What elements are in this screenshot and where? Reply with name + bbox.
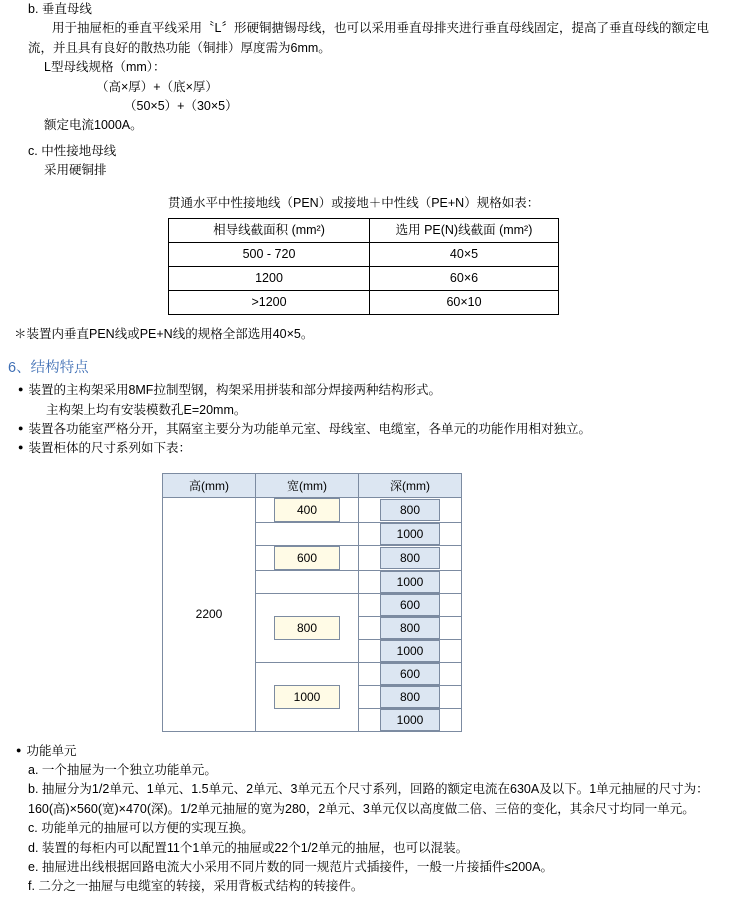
dim-width-cell-4	[256, 662, 359, 731]
functional-unit-e: e. 抽屉进出线根据回路电流大小采用不同片数的同一规范片式插接件，一般一片接插件≤200A。	[28, 859, 553, 874]
bus-spec-title: L型母线规格（mm）：	[44, 60, 166, 75]
functional-unit-bullet: ● 功能单元	[28, 742, 730, 761]
functional-unit-c: c. 功能单元的抽屉可以方便的实现互换。	[28, 821, 254, 836]
section-b-paragraph: 用于抽屉柜的垂直平线采用〝L〞形硬铜搪锡母线，也可以采用垂直母排夹进行垂直母线固定，提高了垂直母线的额定电流，并且具有良好的散热功能（铜排）厚度需为6mm。	[28, 21, 709, 55]
dim-depth-cell-4b	[359, 685, 462, 708]
bus-spec-line-2: （50×5）+（30×5）	[124, 98, 238, 113]
pen-header-pen: 选用 PE(N)线截面 (mm²)	[370, 218, 559, 242]
table-row	[163, 497, 462, 522]
pen-cell-phase-1: 500 - 720	[169, 242, 370, 266]
dim-depth-cell-2a	[359, 545, 462, 570]
functional-unit-d: d. 装置的每柜内可以配置11个1单元的抽屉或22个1/2单元的抽屉，也可以混装。	[28, 840, 469, 855]
dim-depth-cell-3a	[359, 593, 462, 616]
pen-note: ＊装置内垂直PEN线或PE+N线的规格全部选用40×5。	[14, 326, 314, 341]
dim-width-spacer-2	[256, 570, 359, 593]
dim-header-height: 高(mm)	[163, 473, 256, 497]
dim-width-value-2: 600	[274, 546, 340, 570]
dim-depth-value-1a: 800	[380, 499, 440, 521]
functional-unit-f: f. 二分之一抽屉与电缆室的转接，采用背板式结构的转接件。	[28, 879, 364, 894]
dim-height-value: 2200	[163, 497, 256, 731]
dim-depth-cell-4a	[359, 662, 462, 685]
pen-cell-pen-3: 60×10	[370, 290, 559, 314]
pen-cell-pen-2: 60×6	[370, 266, 559, 290]
dim-depth-value-4b: 800	[380, 686, 440, 708]
pen-table-caption: 贯通水平中性接地线（PEN）或接地＋中性线（PE+N）规格如表：	[168, 196, 540, 211]
dim-depth-value-3b: 800	[380, 617, 440, 639]
functional-unit-section	[0, 742, 730, 897]
section-6-bullet-2: ● 装置各功能室严格分开，其隔室主要分为功能单元室、母线室、电缆室，各单元的功能作用相对独立。	[30, 420, 730, 439]
table-header-row	[169, 218, 559, 242]
dimension-table	[162, 473, 462, 732]
section-c-paragraph: 采用硬铜排	[44, 163, 107, 177]
table-row	[169, 290, 559, 314]
dim-width-spacer-1	[256, 522, 359, 545]
dim-width-value-3: 800	[274, 616, 340, 640]
dim-header-depth: 深(mm)	[359, 473, 462, 497]
table-row	[169, 266, 559, 290]
pen-cell-pen-1: 40×5	[370, 242, 559, 266]
section-b-label: b. 垂直母线	[28, 2, 92, 16]
dim-width-cell-3	[256, 593, 359, 662]
pen-spec-table	[168, 218, 559, 315]
dim-depth-value-3c: 1000	[380, 640, 440, 662]
dim-depth-cell-1b	[359, 522, 462, 545]
dim-depth-cell-4c	[359, 708, 462, 731]
dim-depth-value-4a: 600	[380, 663, 440, 685]
pen-header-phase: 相导线截面积 (mm²)	[169, 218, 370, 242]
section-c-label: c. 中性接地母线	[28, 143, 117, 158]
pen-cell-phase-3: >1200	[169, 290, 370, 314]
section-6-title: 6、结构特点	[8, 360, 89, 377]
pen-cell-phase-2: 1200	[169, 266, 370, 290]
dim-depth-value-2b: 1000	[380, 571, 440, 593]
dim-depth-cell-3c	[359, 639, 462, 662]
dim-depth-cell-3b	[359, 616, 462, 639]
dim-depth-value-2a: 800	[380, 547, 440, 569]
functional-unit-b: b. 抽屉分为1/2单元、1单元、1.5单元、2单元、3单元五个尺寸系列，回路的额定电流在630A及以下。1单元抽屉的尺寸为：160(高)×560(宽)×470(深)。1/2单元抽屉的宽为280，2单元、3单元仅以高度做二倍、三倍的变化，其余尺寸均同一单元。	[28, 782, 709, 816]
dim-depth-value-3a: 600	[380, 594, 440, 616]
table-header-row	[163, 473, 462, 497]
dim-depth-value-1b: 1000	[380, 523, 440, 545]
section-6-bullet-1: ● 装置的主构架采用8MF拉制型钢，构架采用拼装和部分焊接两种结构形式。	[30, 381, 730, 400]
dim-width-value-4: 1000	[274, 685, 340, 709]
dim-depth-value-4c: 1000	[380, 709, 440, 731]
functional-unit-a: a. 一个抽屉为一个独立功能单元。	[28, 763, 217, 777]
dim-header-width: 宽(mm)	[256, 473, 359, 497]
section-6-bullet-1-sub: 主构架上均有安装模数孔E=20mm。	[46, 402, 247, 417]
dim-width-cell-2	[256, 545, 359, 570]
bus-spec-line-1: （高×厚）+（底×厚）	[96, 79, 218, 94]
section-6-bullet-3: ● 装置柜体的尺寸系列如下表：	[30, 439, 730, 458]
bus-rated-current: 额定电流1000A。	[44, 118, 143, 133]
dim-width-cell-1	[256, 497, 359, 522]
dim-width-value-1: 400	[274, 498, 340, 522]
dim-depth-cell-2b	[359, 570, 462, 593]
table-row	[169, 242, 559, 266]
dim-depth-cell-1a	[359, 497, 462, 522]
